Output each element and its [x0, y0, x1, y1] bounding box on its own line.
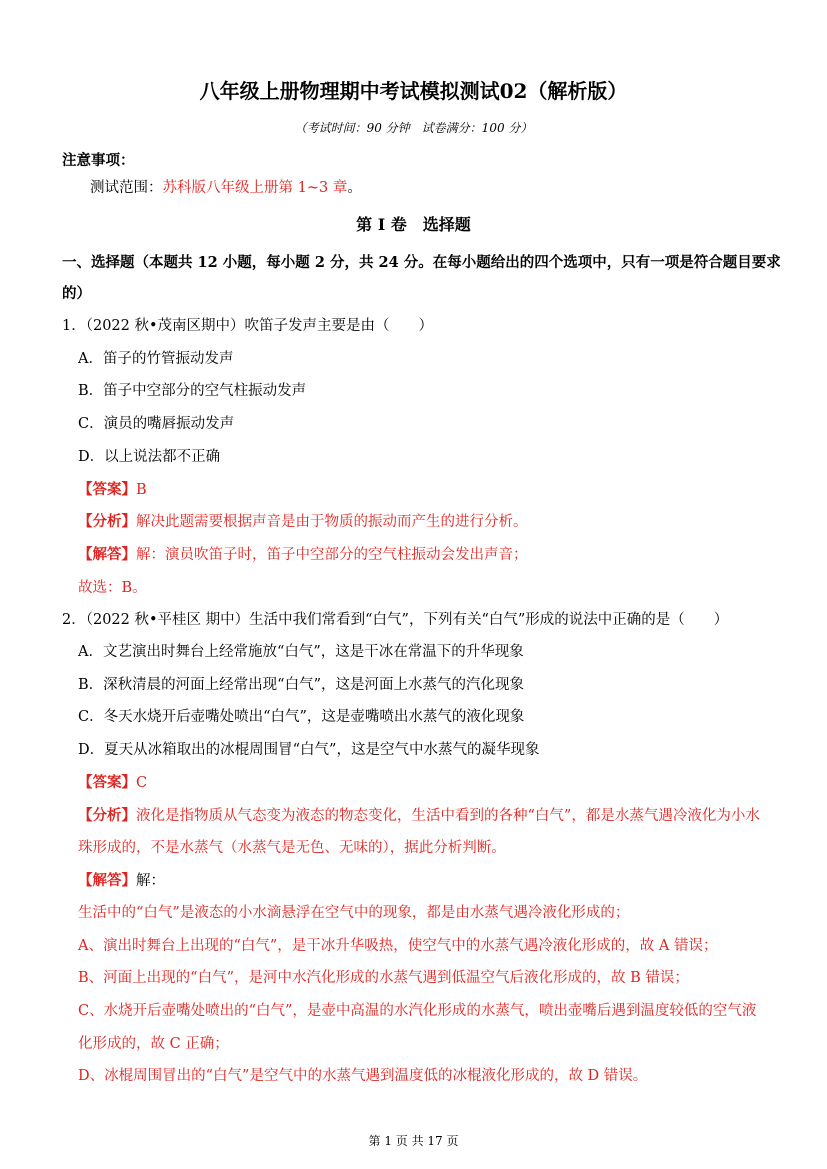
exam-info: （考试时间：90 分钟 试卷满分：100 分）: [294, 121, 533, 135]
question-1-option-a: A．笛子的竹管振动发声: [78, 351, 234, 367]
scope-value: 苏科版八年级上册第 1~3 章: [162, 180, 348, 196]
analysis-text: 解决此题需要根据声音是由于物质的振动而产生的进行分析。: [136, 514, 528, 530]
question-1-solution: [78, 545, 528, 565]
question-1-option-d: D．以上说法都不正确: [78, 449, 221, 465]
question-2-option-c: C．冬天水烧开后壶嘴处喷出“白气”，这是壶嘴喷出水蒸气的液化现象: [78, 709, 525, 725]
question-2-analysis-line2: 珠形成的，不是水蒸气（水蒸气是无色、无味的），据此分析判断。: [78, 840, 506, 856]
question-2-solution-line: 生活中的“白气”是液态的小水滴悬浮在空气中的现象，都是由水蒸气遇冷液化形成的；: [78, 905, 630, 921]
question-1-option-c: C．演员的嘴唇振动发声: [78, 416, 235, 432]
question-2-solution-line: B、河面上出现的“白气”，是河中水汽化形成的水蒸气遇到低温空气后液化形成的，故 B 错误；: [78, 970, 689, 986]
question-2-analysis-line1: [78, 806, 760, 826]
answer-value: C: [136, 775, 148, 791]
question-2-solution-line: C、水烧开后壶嘴处喷出的“白气”，是壶中高温的水汽化形成的水蒸气，喷出壶嘴后遇到温度较低的空气液: [78, 1003, 757, 1019]
analysis-tag: 【分析】: [78, 513, 136, 530]
part-intro-line1: 一、选择题（本题共 12 小题，每小题 2 分，共 24 分。在每小题给出的四个选项中，只有一项是符合题目要求: [62, 254, 781, 271]
question-2-solution-line: 化形成的，故 C 正确；: [78, 1036, 229, 1052]
question-2-solution-line: D、冰棍周围冒出的“白气”是空气中的水蒸气遇到温度低的冰棍液化形成的，故 D 错误。: [78, 1068, 648, 1084]
question-1-option-b: B．笛子中空部分的空气柱振动发声: [78, 383, 307, 399]
question-2-option-d: D．夏天从冰箱取出的冰棍周围冒“白气”，这是空气中水蒸气的凝华现象: [78, 742, 540, 758]
scope-end: 。: [347, 180, 362, 196]
answer-value: B: [136, 482, 147, 498]
test-scope: [90, 178, 362, 198]
solution-text: 解：演员吹笛子时，笛子中空部分的空气柱振动会发出声音；: [136, 547, 528, 563]
question-1-answer: [78, 480, 147, 500]
analysis-tag: 【分析】: [78, 807, 136, 824]
question-2-stem: 2．（2022 秋•平桂区 期中）生活中我们常看到“白气”，下列有关“白气”形成的说法中正确的是（ ）: [62, 612, 729, 628]
solution-tag: 【解答】: [78, 872, 136, 889]
solution-prefix: 解：: [136, 873, 165, 889]
section-title: 第 I 卷 选择题: [356, 215, 471, 234]
analysis-text: 液化是指物质从气态变为液态的物态变化，生活中看到的各种“白气”，都是水蒸气遇冷液化为小水: [136, 808, 760, 824]
page-footer: 第 1 页 共 17 页: [368, 1134, 459, 1148]
solution-tag: 【解答】: [78, 546, 136, 563]
part-intro-line2: 的）: [62, 285, 91, 302]
question-2-answer: [78, 773, 147, 793]
answer-tag: 【答案】: [78, 481, 136, 498]
question-2-option-a: A．文艺演出时舞台上经常施放“白气”，这是干冰在常温下的升华现象: [78, 644, 524, 660]
question-1-stem: 1．（2022 秋•茂南区期中）吹笛子发声主要是由（ ）: [62, 318, 434, 334]
notice-heading: 注意事项：: [62, 152, 135, 169]
document-title: 八年级上册物理期中考试模拟测试02（解析版）: [199, 79, 628, 103]
scope-label: 测试范围：: [90, 180, 163, 196]
answer-tag: 【答案】: [78, 774, 136, 791]
question-2-solution-line: A、演出时舞台上出现的“白气”，是干冰升华吸热，使空气中的水蒸气遇冷液化形成的，故 A 错误；: [78, 938, 718, 954]
question-1-analysis: [78, 512, 528, 532]
question-2-option-b: B．深秋清晨的河面上经常出现“白气”，这是河面上水蒸气的汽化现象: [78, 677, 524, 693]
question-1-conclusion: 故选：B。: [78, 580, 147, 596]
question-2-solution-head: [78, 871, 165, 891]
